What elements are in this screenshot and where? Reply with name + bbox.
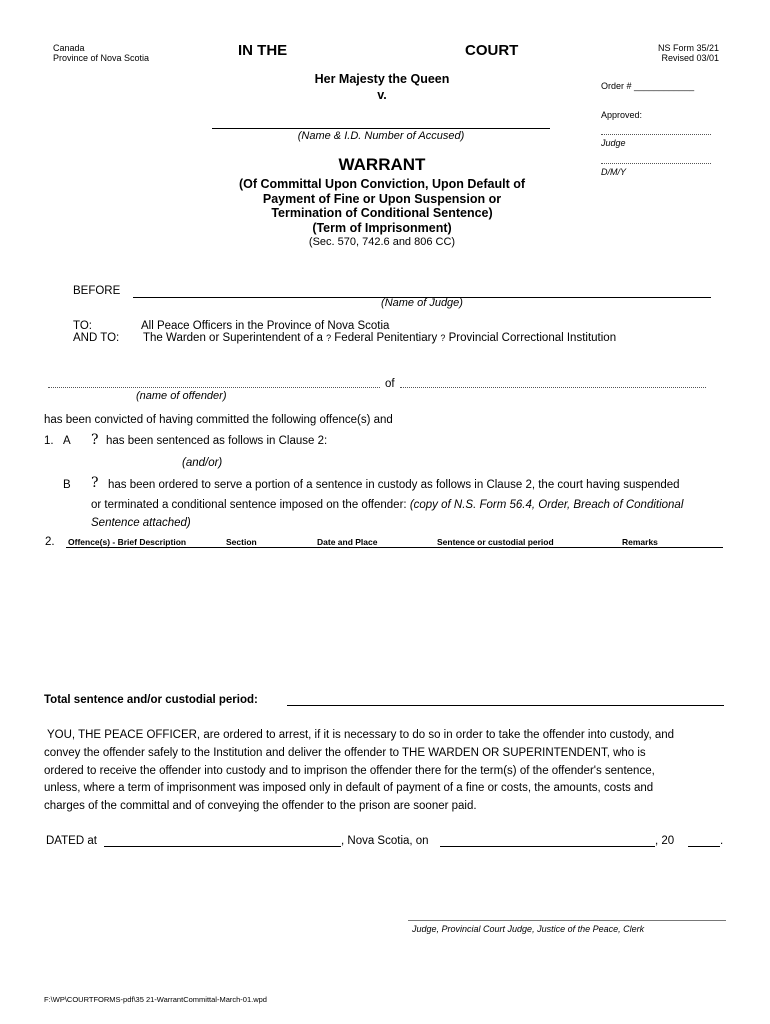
title-sections: (Sec. 570, 742.6 and 806 CC): [308, 236, 456, 248]
andto-label: AND TO:: [73, 332, 120, 344]
provincial-option: Provincial Correctional Institution: [448, 332, 617, 344]
order-line-1: YOU, THE PEACE OFFICER, are ordered to arrest, if it is necessary to do so in order to take the offender into custody, and: [44, 729, 675, 741]
col-sentence-header: Sentence or custodial period: [437, 537, 554, 547]
order-line-2: convey the offender safely to the Institution and deliver the offender to THE WARDEN OR SUPERINTENDENT, who is: [44, 747, 646, 759]
order-line-5: charges of the committal and of conveying the offender to the prison are sooner paid.: [44, 800, 477, 812]
convicted-text: has been convicted of having committed the following offence(s) and: [44, 414, 393, 426]
before-label: BEFORE: [73, 285, 121, 297]
clause-1b-continuation: [91, 499, 683, 511]
order-line-3: ordered to receive the offender into custody and to imprison the offender there for the term(s) of the offender's sentence,: [44, 765, 655, 777]
title-line-4: (Term of Imprisonment): [312, 221, 452, 235]
in-the-heading: IN THE: [238, 42, 288, 59]
order-number-field[interactable]: Order # ____________: [601, 81, 695, 91]
dmy-line[interactable]: [601, 163, 711, 164]
title-line-2: Payment of Fine or Upon Suspension or: [262, 192, 502, 206]
dated-date-line[interactable]: [440, 846, 655, 847]
andto-prefix: The Warden or Superintendent of a: [143, 332, 323, 344]
total-sentence-label: Total sentence and/or custodial period:: [44, 694, 258, 706]
clause-1a-text: has been sentenced as follows in Clause 2:: [106, 435, 328, 447]
province-label: Province of Nova Scotia: [53, 53, 150, 63]
of-label: of: [385, 378, 395, 390]
approved-label: Approved:: [601, 110, 643, 120]
col-remarks-header: Remarks: [622, 537, 658, 547]
order-line-4: unless, where a term of imprisonment was imposed only in default of payment of a fine or costs, the amounts, costs and: [44, 782, 654, 794]
to-label: TO:: [73, 320, 92, 332]
form-number: NS Form 35/21: [657, 43, 719, 53]
accused-caption: (Name & I.D. Number of Accused): [297, 130, 465, 142]
versus-label: v.: [377, 88, 387, 102]
col-section-header: Section: [226, 537, 257, 547]
andto-line: [143, 332, 616, 344]
dated-place-line[interactable]: [104, 846, 341, 847]
warrant-title: WARRANT: [338, 155, 426, 174]
col-offence-header: Offence(s) - Brief Description: [68, 537, 187, 547]
federal-checkbox[interactable]: ?: [326, 333, 332, 343]
judge-name-caption: (Name of Judge): [381, 297, 463, 309]
clause-1b-cont-plain: or terminated a conditional sentence imposed on the offender:: [91, 499, 407, 511]
offender-name-line[interactable]: [48, 387, 380, 388]
provincial-checkbox[interactable]: ?: [440, 333, 446, 343]
offender-address-line[interactable]: [400, 387, 706, 388]
clause-1b-label: B: [63, 479, 71, 491]
year-line[interactable]: [688, 846, 720, 847]
offender-caption: (name of offender): [136, 390, 227, 402]
court-heading: COURT: [465, 42, 519, 59]
title-line-3: Termination of Conditional Sentence): [271, 206, 493, 220]
and-or-label: (and/or): [182, 457, 223, 469]
crown-party: Her Majesty the Queen: [314, 72, 450, 86]
clause-1a-label: A: [63, 435, 71, 447]
title-line-1: (Of Committal Upon Conviction, Upon Default of: [238, 177, 526, 191]
clause-1b-cont-italic-2: Sentence attached): [91, 517, 191, 529]
col-date-place-header: Date and Place: [317, 537, 378, 547]
accused-name-line[interactable]: [212, 128, 550, 129]
year-prefix: , 20: [655, 835, 675, 847]
signature-caption: Judge, Provincial Court Judge, Justice of the Peace, Clerk: [412, 924, 645, 934]
clause-1-number: 1.: [44, 435, 54, 447]
to-text: All Peace Officers in the Province of Nova Scotia: [141, 320, 390, 332]
file-path-footer: F:\WP\COURTFORMS-pdf\35 21-WarrantCommittal-March-01.wpd: [44, 995, 267, 1004]
federal-option: Federal Penitentiary: [334, 332, 438, 344]
clause-1b-cont-italic: (copy of N.S. Form 56.4, Order, Breach of Conditional: [409, 499, 684, 511]
dated-period: .: [720, 835, 724, 847]
dmy-label: D/M/Y: [601, 167, 627, 177]
total-sentence-line[interactable]: [287, 705, 724, 706]
revised-date: Revised 03/01: [661, 53, 719, 63]
judge-label: Judge: [601, 138, 626, 148]
clause-1b-text: has been ordered to serve a portion of a sentence in custody as follows in Clause 2, the court having suspended: [108, 479, 680, 491]
clause-1a-checkbox[interactable]: ?: [91, 432, 99, 448]
dated-at-label: DATED at: [46, 835, 97, 847]
country-label: Canada: [53, 43, 85, 53]
clause-1b-checkbox[interactable]: ?: [91, 475, 99, 491]
judge-approval-line[interactable]: [601, 134, 711, 135]
signature-line[interactable]: [408, 920, 726, 921]
table-header-underline: [66, 547, 723, 548]
clause-2-number: 2.: [45, 536, 55, 548]
nova-scotia-on-label: , Nova Scotia, on: [341, 835, 429, 847]
